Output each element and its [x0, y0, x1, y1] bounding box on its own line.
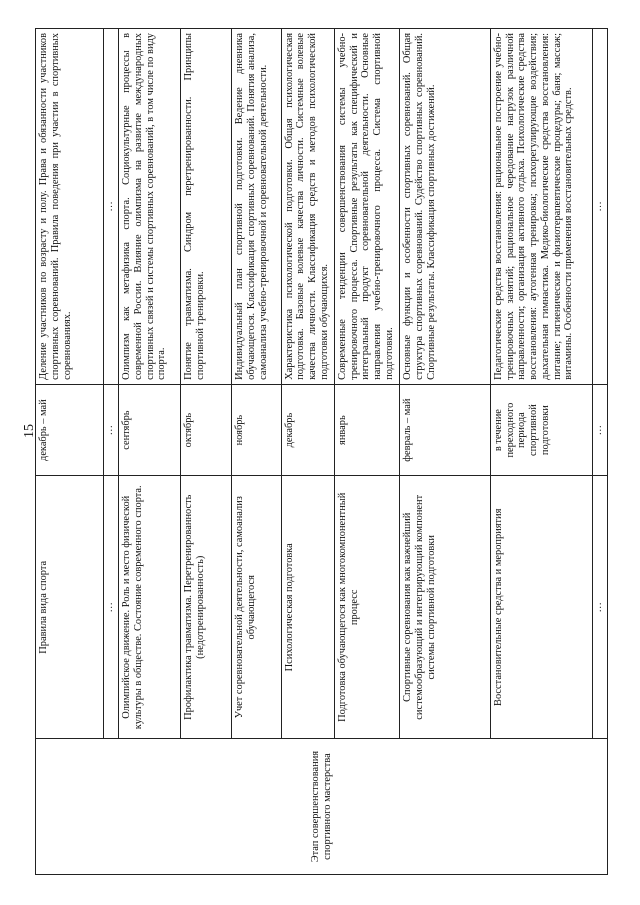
- period-cell: декабрь: [281, 384, 334, 476]
- content-cell: Характеристика психологической подготовки. Общая психологическая подготовка. Базовые волевые качества личности. Системные волевые качества личности. Классификация средств и методов психологической подготовки обучающихся.: [281, 29, 334, 385]
- topic-cell: Профилактика травматизма. Перетренированность (недотренированность): [180, 476, 231, 739]
- period-cell: февраль – май: [400, 384, 490, 476]
- topic-cell: …: [103, 476, 118, 739]
- topic-cell: Психологическая подготовка: [281, 476, 334, 739]
- stage-cell: Этап совершенствования спортивного мастерства: [36, 739, 608, 875]
- period-cell: сентябрь: [119, 384, 181, 476]
- topic-cell: Правила вида спорта: [36, 476, 104, 739]
- content-cell: Олимпизм как метафизика спорта. Социокультурные процессы в современной России. Влияние олимпизма на развитие международных спортивных связей и системы спортивных соревнований, в том числе по виду спорта.: [119, 29, 181, 385]
- content-cell: Современные тенденции совершенствования системы учебно-тренировочного процесса. Спортивные результаты как специфический и интегральный продукт соревновательной деятельности. Основные направления учебно-тренировочного процесса. Система спортивной подготовки.: [334, 29, 399, 385]
- content-cell: Деление участников по возрасту и полу. Права и обязанности участников спортивных соревнований. Правила поведения при участии в спортивных соревнованиях.: [36, 29, 104, 385]
- topic-cell: Олимпийское движение. Роль и место физической культуры в обществе. Состояние современного спорта.: [119, 476, 181, 739]
- content-cell: …: [103, 29, 118, 385]
- period-cell: …: [592, 384, 607, 476]
- topic-cell: Спортивные соревнования как важнейший системообразующий и интегрирующий компонент системы спортивной подготовки: [400, 476, 490, 739]
- content-cell: Понятие травматизма. Синдром перетренированности. Принципы спортивной тренировки.: [180, 29, 231, 385]
- topic-cell: …: [592, 476, 607, 739]
- content-cell: …: [592, 29, 607, 385]
- page-number: 15: [22, 424, 37, 438]
- content-cell: Педагогические средства восстановления: рациональное построение учебно-тренировочных занятий; рациональное чередование нагрузок различной направленности; организация активного отдыха. Психологические средства восстановления: аутогенная тренировка; психорегулирующие воздействия; дыхательная гимнастика. Медико-биологические средства восстановления: питание; гигиенические и физиотерапевтические процедуры; баня; массаж; витамины. Особенности применения восстановительных средств.: [490, 29, 592, 385]
- content-cell: Основные функции и особенности спортивных соревнований. Общая структура спортивных соревнований. Судейство спортивных соревнований. Спортивные результаты. Классификация спортивных достижений.: [400, 29, 490, 385]
- period-cell: ноябрь: [232, 384, 281, 476]
- period-cell: январь: [334, 384, 399, 476]
- curriculum-table: [35, 28, 608, 875]
- period-cell: в течение переходного периода спортивной подготовки: [490, 384, 592, 476]
- topic-cell: Восстановительные средства и мероприятия: [490, 476, 592, 739]
- content-cell: Индивидуальный план спортивной подготовки. Ведение дневника обучающегося. Классификация спортивных соревнований. Понятия анализа, самоанализа учебно-тренировочной и соревновательной деятельности.: [232, 29, 281, 385]
- rotated-table-frame: [35, 28, 608, 875]
- period-cell: октябрь: [180, 384, 231, 476]
- topic-cell: Подготовка обучающегося как многокомпонентный процесс: [334, 476, 399, 739]
- topic-cell: Учет соревновательной деятельности, самоанализ обучающегося: [232, 476, 281, 739]
- period-cell: …: [103, 384, 118, 476]
- period-cell: декабрь – май: [36, 384, 104, 476]
- table-row: [36, 29, 104, 875]
